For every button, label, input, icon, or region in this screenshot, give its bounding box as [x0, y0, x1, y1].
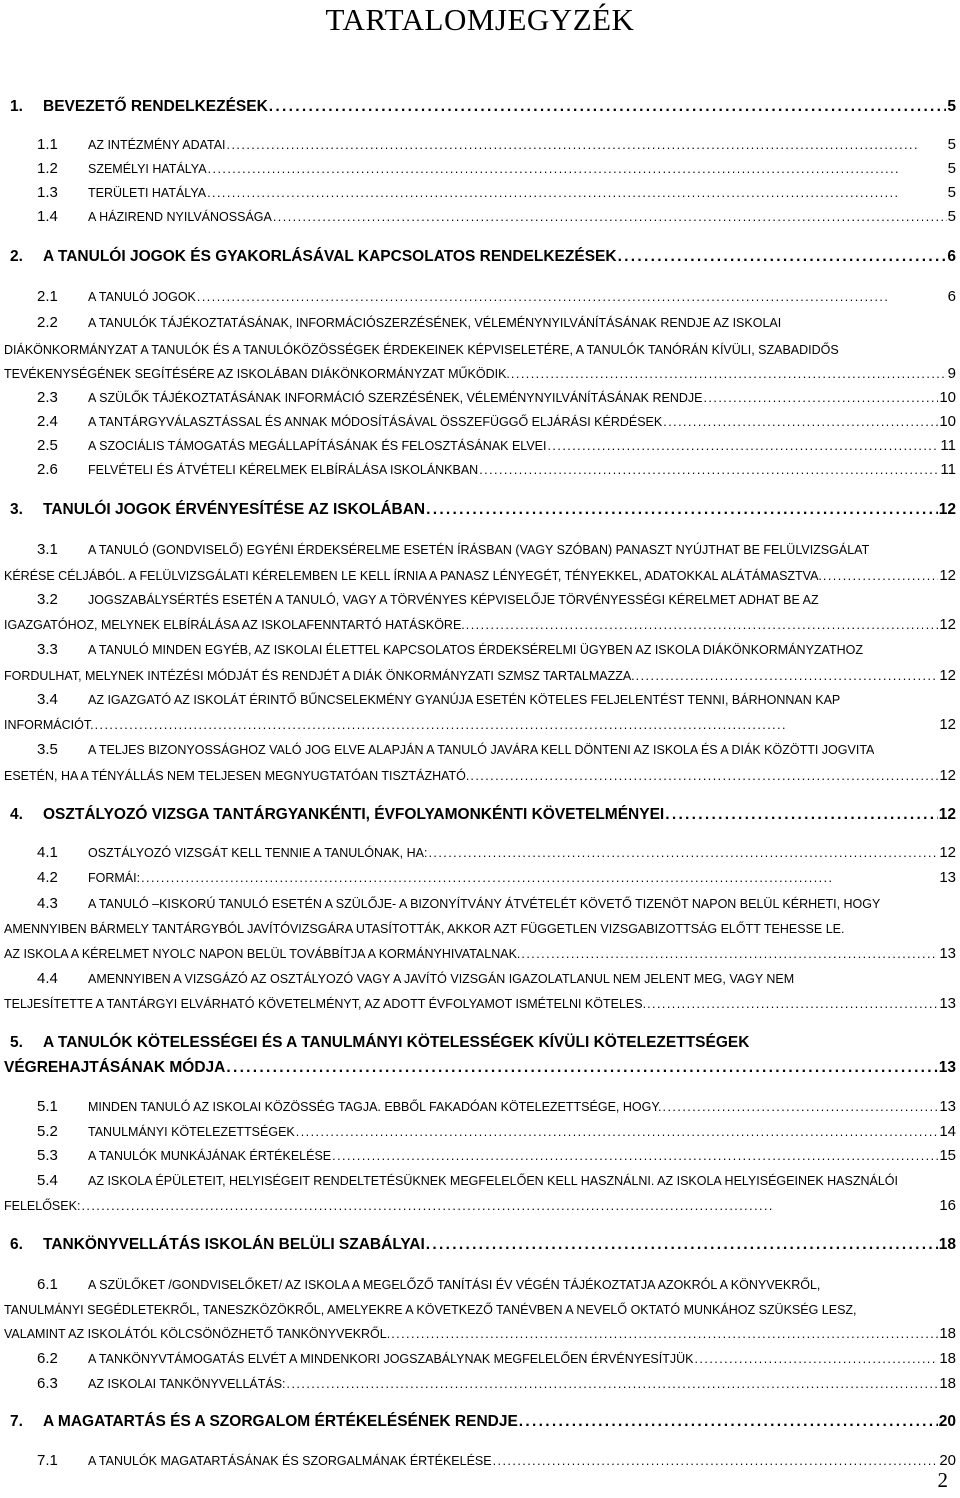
- page-number: 2: [937, 1468, 948, 1492]
- toc-entry-5-4-cont[interactable]: [0, 1195, 960, 1217]
- toc-entry-1-2[interactable]: [0, 158, 960, 180]
- toc-number: 6.3: [37, 1375, 58, 1392]
- toc-page: 11: [940, 437, 956, 454]
- toc-entry-5-3[interactable]: [0, 1145, 960, 1167]
- toc-title: BEVEZETŐ RENDELKEZÉSEK: [43, 98, 268, 115]
- toc-entry-1[interactable]: [0, 96, 960, 118]
- toc-number: 1.: [10, 98, 23, 115]
- toc-title: A SZOCIÁLIS TÁMOGATÁS MEGÁLLAPÍTÁSÁNAK ÉS FELOSZTÁSÁNAK ELVEI: [88, 439, 547, 453]
- toc-entry-7[interactable]: [0, 1411, 960, 1433]
- toc-number: 3.3: [37, 641, 58, 658]
- toc-page: 13: [939, 869, 956, 886]
- toc-page: 12: [939, 716, 956, 733]
- toc-page: 5: [947, 208, 956, 225]
- toc-number: 4.1: [37, 844, 58, 861]
- toc-number: 4.: [10, 806, 23, 823]
- toc-title: AZ ISKOLA ÉPÜLETEIT, HELYISÉGEIT RENDELTETÉSÜKNEK MEGFELELŐEN KELL HASZNÁLNI. AZ ISKOLA HELYISÉGEINEK HASZNÁLÓI: [88, 1174, 898, 1188]
- toc-title: FORMÁI:: [88, 871, 141, 885]
- toc-title-continued: TEVÉKENYSÉGÉNEK SEGÍTÉSÉRE AZ ISKOLÁBAN DIÁKÖNKORMÁNYZAT MŰKÖDIK.: [4, 367, 510, 381]
- toc-number: 3.5: [37, 741, 58, 758]
- toc-page: 20: [939, 1452, 956, 1469]
- toc-title: TANULMÁNYI KÖTELEZETTSÉGEK: [88, 1125, 295, 1139]
- toc-entry-1-4[interactable]: [0, 206, 960, 228]
- toc-title: OSZTÁLYOZÓ VIZSGA TANTÁRGYANKÉNTI, ÉVFOLYAMONKÉNTI KÖVETELMÉNYEI: [43, 806, 665, 823]
- toc-entry-3-2[interactable]: [0, 589, 960, 611]
- toc-title: OSZTÁLYOZÓ VIZSGÁT KELL TENNIE A TANULÓNAK, HA:: [88, 846, 428, 860]
- toc-entry-4-2[interactable]: [0, 867, 960, 889]
- toc-title: A TELJES BIZONYOSSÁGHOZ VALÓ JOG ELVE ALAPJÁN A TANULÓ JAVÁRA KELL DÖNTENI AZ ISKOLA ÉS A DIÁK KÖZÖTTI JOGVITA: [88, 743, 875, 757]
- toc-page: 12: [939, 616, 956, 633]
- toc-entry-6-1[interactable]: [0, 1274, 960, 1296]
- toc-number: 7.: [10, 1413, 23, 1430]
- toc-entry-2-6[interactable]: [0, 459, 960, 481]
- toc-number: 5.: [10, 1034, 23, 1051]
- toc-number: 7.1: [37, 1452, 58, 1469]
- toc-title: A MAGATARTÁS ÉS A SZORGALOM ÉRTÉKELÉSÉNEK RENDJE: [43, 1413, 518, 1430]
- toc-title-continued: TELJESÍTETTE A TANTÁRGYI ELVÁRHATÓ KÖVETELMÉNYT, AZ ADOTT ÉVFOLYAMOT ISMÉTELNI KÖTELES.: [4, 997, 647, 1011]
- toc-entry-6[interactable]: [0, 1234, 960, 1256]
- toc-page: 20: [938, 1413, 956, 1430]
- toc-page: 6: [947, 248, 956, 265]
- toc-number: 5.1: [37, 1098, 58, 1115]
- toc-number: 5.4: [37, 1172, 58, 1189]
- toc-title-continued: AZ ISKOLA A KÉRELMET NYOLC NAPON BELÜL TOVÁBBÍTJA A KORMÁNYHIVATALNAK.: [4, 947, 521, 961]
- toc-entry-5-2[interactable]: [0, 1121, 960, 1143]
- toc-title: A TANULÓ –KISKORÚ TANULÓ ESETÉN A SZÜLŐJE- A BIZONYÍTVÁNY ÁTVÉTELÉT KÖVETŐ TIZENÖT NAPON BELÜL KÉRHETI, HOGY: [88, 897, 881, 911]
- toc-page: 13: [938, 1059, 956, 1076]
- toc-title: TANKÖNYVELLÁTÁS ISKOLÁN BELÜLI SZABÁLYAI: [43, 1236, 425, 1253]
- toc-page: 10: [939, 389, 956, 406]
- toc-title-continued: FELELŐSEK:: [4, 1199, 81, 1213]
- toc-title-continued: KÉRÉSE CÉLJÁBÓL. A FELÜLVIZSGÁLATI KÉRELEMBEN LE KELL ÍRNIA A PANASZ LÉNYEGÉT, TÉNYEKKEL, ADATOKKAL ALÁTÁMASZTVA.: [4, 569, 822, 583]
- toc-title-continued: DIÁKÖNKORMÁNYZAT A TANULÓK ÉS A TANULÓKÖZÖSSÉGEK ÉRDEKEINEK KÉPVISELETÉRE, A TANULÓK TANÓRÁN KÍVÜLI, SZABADIDŐS: [4, 343, 839, 357]
- toc-page: 5: [947, 184, 956, 201]
- toc-title: AZ INTÉZMÉNY ADATAI: [88, 138, 226, 152]
- toc-page: 6: [947, 288, 956, 305]
- toc-page: 13: [939, 1098, 956, 1115]
- toc-entry-5-4[interactable]: [0, 1170, 960, 1192]
- toc-title: TANULÓI JOGOK ÉRVÉNYESÍTÉSE AZ ISKOLÁBAN: [43, 501, 426, 518]
- toc-title-continued: ESETÉN, HA A TÉNYÁLLÁS NEM TELJESEN MEGNYUGTATÓAN TISZTÁZHATÓ.: [4, 769, 470, 783]
- toc-entry-3-2-cont[interactable]: [0, 614, 960, 636]
- toc-entry-3-4-cont[interactable]: [0, 714, 960, 736]
- toc-page: 18: [939, 1350, 956, 1367]
- toc-title: AZ ISKOLAI TANKÖNYVELLÁTÁS:: [88, 1377, 286, 1391]
- toc-number: 3.4: [37, 691, 58, 708]
- toc-number: 2.: [10, 248, 23, 265]
- toc-entry-5[interactable]: [0, 1032, 960, 1054]
- toc-entry-3-3[interactable]: [0, 639, 960, 661]
- toc-title-continued: TANULMÁNYI SEGÉDLETEKRŐL, TANESZKÖZÖKRŐL, AMELYEKRE A KÖVETKEZŐ TANÉVBEN A NEVELŐ OKTATÓ MUNKÁHOZ SZÜKSÉG LESZ,: [4, 1303, 857, 1317]
- toc-title: JOGSZABÁLYSÉRTÉS ESETÉN A TANULÓ, VAGY A TÖRVÉNYES KÉPVISELŐJE TÖRVÉNYESSÉGI KÉRELMET ADHAT BE AZ: [88, 593, 819, 607]
- toc-number: 1.2: [37, 160, 58, 177]
- toc-page: 12: [939, 567, 956, 584]
- toc-number: 4.2: [37, 869, 58, 886]
- toc-page: 5: [947, 136, 956, 153]
- toc-title: A TANULÓ (GONDVISELŐ) EGYÉNI ÉRDEKSÉRELME ESETÉN ÍRÁSBAN (VAGY SZÓBAN) PANASZT NYÚJTHAT BE FELÜLVIZSGÁLAT: [88, 543, 870, 557]
- toc-number: 1.4: [37, 208, 58, 225]
- toc-entry-4-3[interactable]: [0, 893, 960, 915]
- toc-entry-6-2[interactable]: [0, 1348, 960, 1370]
- toc-number: 6.2: [37, 1350, 58, 1367]
- toc-entry-7-1[interactable]: [0, 1450, 960, 1472]
- toc-page: 10: [939, 413, 956, 430]
- toc-entry-2-4[interactable]: [0, 411, 960, 433]
- toc-title: A TANULÓI JOGOK ÉS GYAKORLÁSÁVAL KAPCSOLATOS RENDELKEZÉSEK: [43, 248, 617, 265]
- toc-number: 3.2: [37, 591, 58, 608]
- toc-page: 12: [939, 767, 956, 784]
- toc-title-continued: VÉGREHAJTÁSÁNAK MÓDJA: [4, 1059, 226, 1076]
- toc-entry-6-1-cont[interactable]: [0, 1299, 960, 1321]
- toc-entry-4-3-cont-2[interactable]: [0, 943, 960, 965]
- toc-entry-4-3-cont[interactable]: [0, 918, 960, 940]
- toc-number: 2.5: [37, 437, 58, 454]
- toc-entry-5-1[interactable]: [0, 1096, 960, 1118]
- toc-entry-3-5-cont[interactable]: [0, 765, 960, 787]
- toc-entry-3[interactable]: [0, 499, 960, 521]
- toc-page: 18: [939, 1325, 956, 1342]
- toc-entry-3-1[interactable]: [0, 539, 960, 561]
- toc-page: 13: [939, 995, 956, 1012]
- toc-number: 6.1: [37, 1276, 58, 1293]
- toc-page: 16: [939, 1197, 956, 1214]
- toc-title: AZ IGAZGATÓ AZ ISKOLÁT ÉRINTŐ BŰNCSELEKMÉNY GYANÚJA ESETÉN KÖTELES FELJELENTÉST TENNI, BÁRHONNAN KAP: [88, 693, 841, 707]
- toc-number: 6.: [10, 1236, 23, 1253]
- toc-title-continued: VALAMINT AZ ISKOLÁTÓL KÖLCSÖNÖZHETŐ TANKÖNYVEKRŐL.: [4, 1327, 391, 1341]
- page-title: TARTALOMJEGYZÉK: [325, 2, 635, 37]
- toc-title: A TANULÓK MAGATARTÁSÁNAK ÉS SZORGALMÁNAK ÉRTÉKELÉSE: [88, 1454, 492, 1468]
- toc-title-continued: IGAZGATÓHOZ, MELYNEK ELBÍRÁLÁSA AZ ISKOLAFENNTARTÓ HATÁSKÖRE.: [4, 618, 465, 632]
- toc-title: A TANULÓ MINDEN EGYÉB, AZ ISKOLAI ÉLETTEL KAPCSOLATOS ÉRDEKSÉRELMI ÜGYBEN AZ ISKOLA DIÁKÖNKORMÁNYZATHOZ: [88, 643, 863, 657]
- toc-entry-2-2-cont[interactable]: [0, 339, 960, 361]
- toc-number: 2.3: [37, 389, 58, 406]
- toc-title: A TANKÖNYVTÁMOGATÁS ELVÉT A MINDENKORI JOGSZABÁLYNAK MEGFELELŐEN ÉRVÉNYESÍTJÜK: [88, 1352, 694, 1366]
- toc-title: AMENNYIBEN A VIZSGÁZÓ AZ OSZTÁLYOZÓ VAGY A JAVÍTÓ VIZSGÁN IGAZOLATLANUL NEM JELENT MEG, VAGY NEM: [88, 972, 795, 986]
- toc-page: 18: [938, 1236, 956, 1253]
- toc-number: 1.3: [37, 184, 58, 201]
- toc-title: SZEMÉLYI HATÁLYA: [88, 162, 207, 176]
- toc-page: 12: [939, 844, 956, 861]
- toc-number: 3.1: [37, 541, 58, 558]
- toc-entry-2[interactable]: [0, 246, 960, 268]
- toc-title: A SZÜLŐK TÁJÉKOZTATÁSÁNAK INFORMÁCIÓ SZERZÉSÉNEK, VÉLEMÉNYNYILVÁNÍTÁSÁNAK RENDJE: [88, 391, 703, 405]
- toc-page: 15: [939, 1147, 956, 1164]
- toc-page: 12: [938, 806, 956, 823]
- toc-number: 5.2: [37, 1123, 58, 1140]
- toc-number: 1.1: [37, 136, 58, 153]
- toc-entry-1-1[interactable]: [0, 134, 960, 156]
- toc-entry-3-4[interactable]: [0, 689, 960, 711]
- toc-title: A HÁZIREND NYILVÁNOSSÁGA: [88, 210, 272, 224]
- toc-title-continued: AMENNYIBEN BÁRMELY TANTÁRGYBÓL JAVÍTÓVIZSGÁRA UTASÍTOTTÁK, AKKOR AZT FÜGGETLEN VIZSGABIZOTTSÁG ELŐTT TEHESSE LE.: [4, 922, 845, 936]
- toc-entry-2-5[interactable]: [0, 435, 960, 457]
- toc-number: 5.3: [37, 1147, 58, 1164]
- toc-number: 4.3: [37, 895, 58, 912]
- toc-entry-2-2-cont-2[interactable]: [0, 363, 960, 385]
- toc-page: 11: [940, 461, 956, 478]
- toc-title: FELVÉTELI ÉS ÁTVÉTELI KÉRELMEK ELBÍRÁLÁSA ISKOLÁNKBAN: [88, 463, 479, 477]
- toc-entry-6-3[interactable]: [0, 1373, 960, 1395]
- toc-page: 5: [947, 160, 956, 177]
- toc-title: A TANULÓK TÁJÉKOZTATÁSÁNAK, INFORMÁCIÓSZERZÉSÉNEK, VÉLEMÉNYNYILVÁNÍTÁSÁNAK RENDJE AZ ISKOLAI: [88, 316, 782, 330]
- toc-title: A SZÜLŐKET /GONDVISELŐKET/ AZ ISKOLA A MEGELŐZŐ TANÍTÁSI ÉV VÉGÉN TÁJÉKOZTATJA AZOKRÓL A KÖNYVEKRŐL,: [88, 1278, 821, 1292]
- toc-entry-2-2[interactable]: [0, 312, 960, 334]
- toc-entry-1-3[interactable]: [0, 182, 960, 204]
- toc-entry-3-3-cont[interactable]: [0, 665, 960, 687]
- toc-title-continued: INFORMÁCIÓT.: [4, 718, 94, 732]
- toc-page: 9: [947, 365, 956, 382]
- toc-title: A TANULÓK MUNKÁJÁNAK ÉRTÉKELÉSE: [88, 1149, 332, 1163]
- toc-page: 12: [938, 501, 956, 518]
- toc-number: 2.4: [37, 413, 58, 430]
- toc-entry-3-1-cont[interactable]: [0, 565, 960, 587]
- toc-entry-5-cont[interactable]: [0, 1057, 960, 1079]
- toc-entry-2-1[interactable]: [0, 286, 960, 308]
- toc-page: 14: [939, 1123, 956, 1140]
- toc-page: 18: [939, 1375, 956, 1392]
- toc-number: 2.2: [37, 314, 58, 331]
- toc-page: 5: [947, 98, 956, 115]
- toc-number: 3.: [10, 501, 23, 518]
- toc-title: MINDEN TANULÓ AZ ISKOLAI KÖZÖSSÉG TAGJA. EBBŐL FAKADÓAN KÖTELEZETTSÉGE, HOGY.: [88, 1100, 662, 1114]
- toc-entry-4-1[interactable]: [0, 842, 960, 864]
- toc-number: 4.4: [37, 970, 58, 987]
- toc-title-continued: FORDULHAT, MELYNEK INTÉZÉSI MÓDJÁT ÉS RENDJÉT A DIÁK ÖNKORMÁNYZATI SZMSZ TARTALMAZZA.: [4, 669, 635, 683]
- toc-entry-2-3[interactable]: [0, 387, 960, 409]
- toc-number: 2.1: [37, 288, 58, 305]
- toc-entry-6-1-cont-2[interactable]: [0, 1323, 960, 1345]
- toc-page: 13: [939, 945, 956, 962]
- toc-entry-4[interactable]: [0, 804, 960, 826]
- toc-entry-3-5[interactable]: [0, 739, 960, 761]
- toc-title: A TANTÁRGYVÁLASZTÁSSAL ÉS ANNAK MÓDOSÍTÁSÁVAL ÖSSZEFÜGGŐ ELJÁRÁSI KÉRDÉSEK: [88, 415, 663, 429]
- toc-entry-4-4-cont[interactable]: [0, 993, 960, 1015]
- toc-number: 2.6: [37, 461, 58, 478]
- toc-page: 12: [939, 667, 956, 684]
- toc-entry-4-4[interactable]: [0, 968, 960, 990]
- toc-title: A TANULÓK KÖTELESSÉGEI ÉS A TANULMÁNYI KÖTELESSÉGEK KÍVÜLI KÖTELEZETTSÉGEK: [43, 1034, 750, 1051]
- toc-title: TERÜLETI HATÁLYA: [88, 186, 207, 200]
- toc-title: A TANULÓ JOGOK: [88, 290, 196, 304]
